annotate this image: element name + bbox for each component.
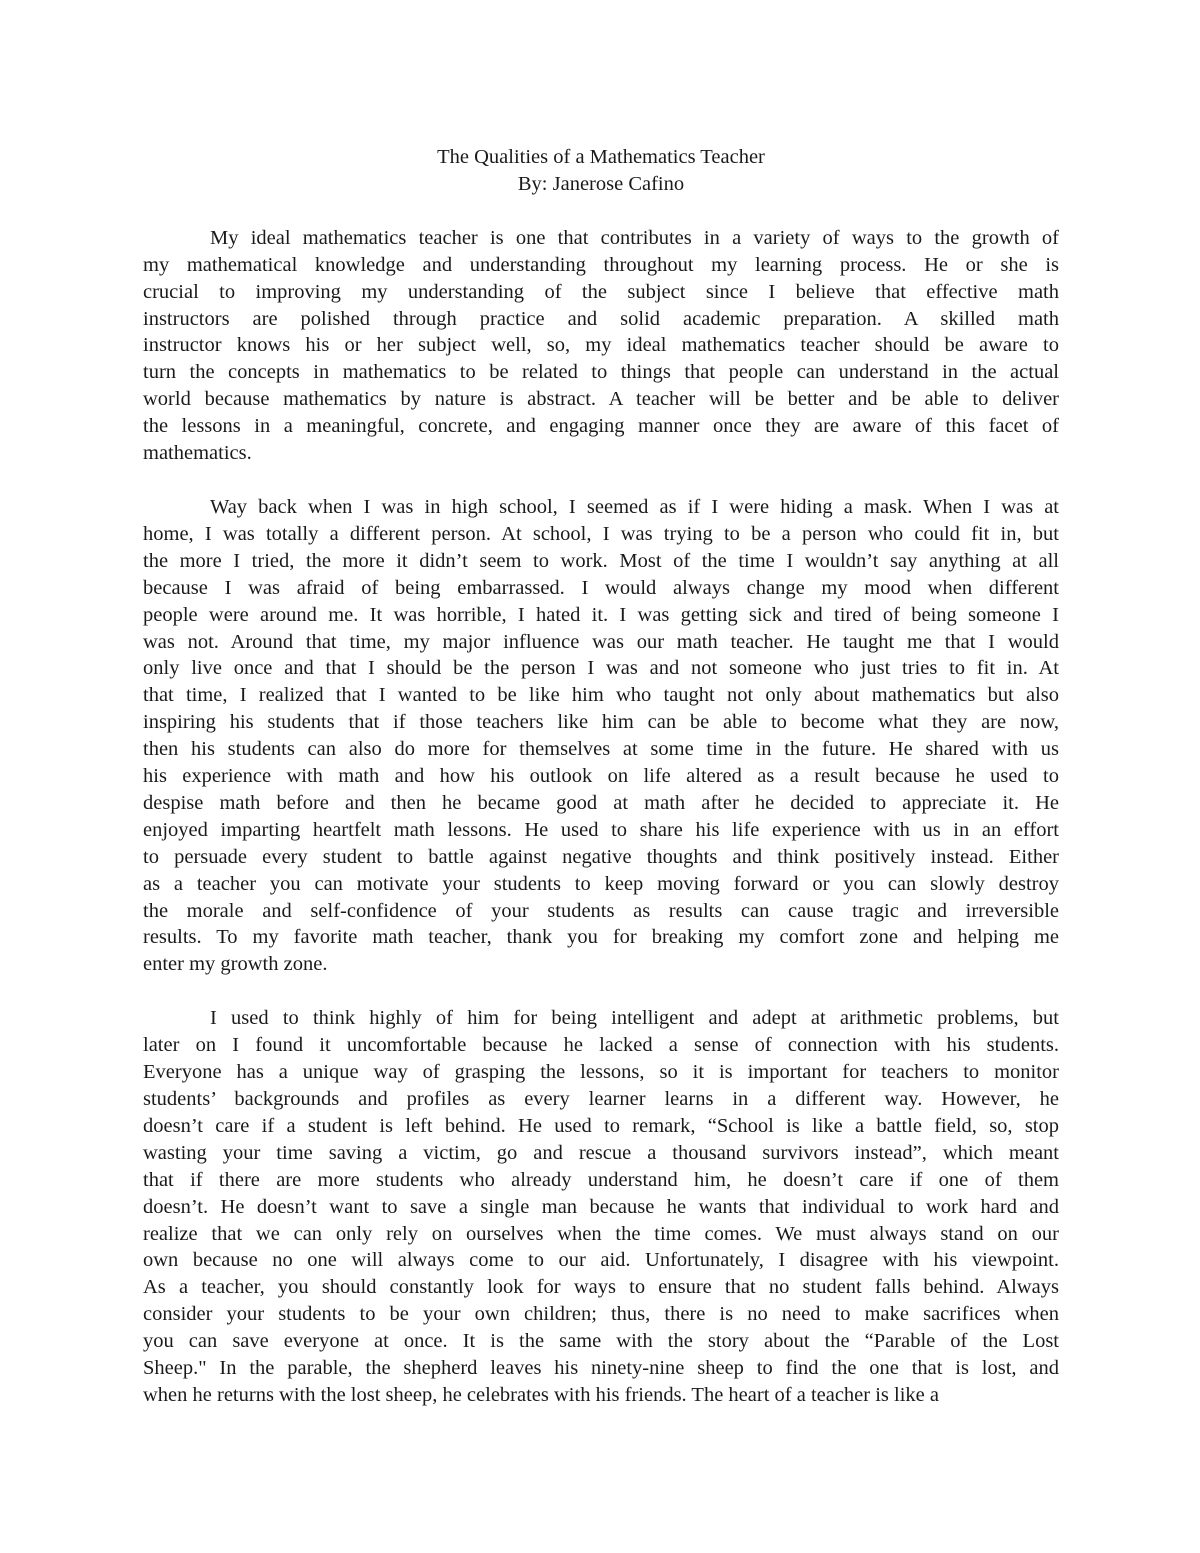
paragraph-line: then his students can also do more for themselves at some time in the future. He shared with us bbox=[143, 738, 1059, 761]
paragraph-line: turn the concepts in mathematics to be related to things that people can understand in the actual bbox=[143, 361, 1059, 384]
paragraphs-container bbox=[143, 225, 1059, 1409]
paragraph bbox=[143, 225, 1059, 467]
paragraph bbox=[143, 1005, 1059, 1409]
paragraph-line: because I was afraid of being embarrassed. I would always change my mood when different bbox=[143, 576, 1059, 599]
paragraph-line: my mathematical knowledge and understanding throughout my learning process. He or she is bbox=[143, 253, 1059, 276]
paragraph-line: I used to think highly of him for being intelligent and adept at arithmetic problems, but bbox=[210, 1007, 1059, 1030]
paragraph-line: students’ backgrounds and profiles as every learner learns in a different way. However, he bbox=[143, 1088, 1059, 1110]
paragraph-line: enjoyed imparting heartfelt math lessons. He used to share his life experience with us in an effort bbox=[143, 818, 1059, 841]
paragraph-line: only live once and that I should be the person I was and not someone who just tries to fit in. At bbox=[143, 657, 1059, 680]
document-heading bbox=[143, 144, 1059, 198]
paragraph-line: results. To my favorite math teacher, thank you for breaking my comfort zone and helping me bbox=[143, 926, 1059, 949]
paragraph-line: as a teacher you can motivate your students to keep moving forward or you can slowly destroy bbox=[143, 872, 1059, 895]
paragraph-line: Way back when I was in high school, I seemed as if I were hiding a mask. When I was at bbox=[210, 495, 1059, 518]
heading-spacer bbox=[143, 198, 1059, 225]
paragraph-line: instructor knows his or her subject well, so, my ideal mathematics teacher should be aware to bbox=[143, 334, 1059, 357]
document-byline: By: Janerose Cafino bbox=[517, 172, 685, 195]
paragraph-line: the lessons in a meaningful, concrete, and engaging manner once they are aware of this facet of bbox=[143, 415, 1059, 438]
paragraph-line: was not. Around that time, my major influence was our math teacher. He taught me that I would bbox=[143, 630, 1059, 653]
paragraph-line: crucial to improving my understanding of the subject since I believe that effective math bbox=[143, 280, 1059, 303]
paragraph-line: instructors are polished through practice and solid academic preparation. A skilled math bbox=[143, 307, 1059, 330]
paragraph-line: home, I was totally a different person. At school, I was trying to be a person who could fit in, but bbox=[143, 522, 1059, 545]
paragraph-line: world because mathematics by nature is abstract. A teacher will be better and be able to deliver bbox=[143, 388, 1059, 411]
paragraph-line: to persuade every student to battle against negative thoughts and think positively instead. Either bbox=[143, 845, 1059, 868]
paragraph-line: his experience with math and how his outlook on life altered as a result because he used to bbox=[143, 765, 1059, 788]
paragraph-line: you can save everyone at once. It is the same with the story about the “Parable of the Lost bbox=[143, 1330, 1059, 1353]
paragraph-line: realize that we can only rely on ourselves when the time comes. We must always stand on our bbox=[143, 1222, 1059, 1245]
paragraph-line: As a teacher, you should constantly look for ways to ensure that no student falls behind. Always bbox=[143, 1276, 1059, 1299]
document-title: The Qualities of a Mathematics Teacher bbox=[437, 146, 765, 168]
paragraph-line: the more I tried, the more it didn’t seem to work. Most of the time I wouldn’t say anything at all bbox=[143, 549, 1059, 572]
paragraph-line: that time, I realized that I wanted to be like him who taught not only about mathematics but also bbox=[143, 684, 1059, 707]
paragraph-line: enter my growth zone. bbox=[143, 953, 328, 976]
paragraph-line: despise math before and then he became good at math after he decided to appreciate it. He bbox=[143, 791, 1059, 814]
paragraph-line: own because no one will always come to our aid. Unfortunately, I disagree with his viewpoint. bbox=[143, 1249, 1059, 1272]
paragraph-line: My ideal mathematics teacher is one that contributes in a variety of ways to the growth of bbox=[210, 226, 1059, 249]
paragraph-line: inspiring his students that if those teachers like him can be able to become what they are now, bbox=[143, 711, 1059, 734]
paragraph-line: Sheep." In the parable, the shepherd leaves his ninety-nine sheep to find the one that is lost, and bbox=[143, 1357, 1059, 1380]
paragraph-line: doesn’t care if a student is left behind. He used to remark, “School is like a battle field, so, stop bbox=[143, 1114, 1059, 1137]
paragraph-line: consider your students to be your own children; thus, there is no need to make sacrifices when bbox=[143, 1303, 1059, 1326]
paragraph-line: the morale and self-confidence of your students as results can cause tragic and irreversible bbox=[143, 899, 1059, 922]
paragraph-line: wasting your time saving a victim, go and rescue a thousand survivors instead”, which meant bbox=[143, 1141, 1059, 1164]
paragraph bbox=[143, 494, 1059, 978]
paragraph-line: that if there are more students who already understand him, he doesn’t care if one of them bbox=[143, 1168, 1059, 1191]
paragraph-line: Everyone has a unique way of grasping the lessons, so it is important for teachers to monitor bbox=[143, 1061, 1059, 1084]
document-body bbox=[143, 144, 1059, 1436]
paragraph-line: mathematics. bbox=[143, 442, 252, 465]
paragraph-line: when he returns with the lost sheep, he celebrates with his friends. The heart of a teacher is like a bbox=[143, 1383, 939, 1406]
paragraph-line: doesn’t. He doesn’t want to save a single man because he wants that individual to work hard and bbox=[143, 1195, 1059, 1218]
paragraph-line: people were around me. It was horrible, I hated it. I was getting sick and tired of being someone I bbox=[143, 603, 1059, 626]
paragraph-line: later on I found it uncomfortable because he lacked a sense of connection with his students. bbox=[143, 1034, 1059, 1057]
